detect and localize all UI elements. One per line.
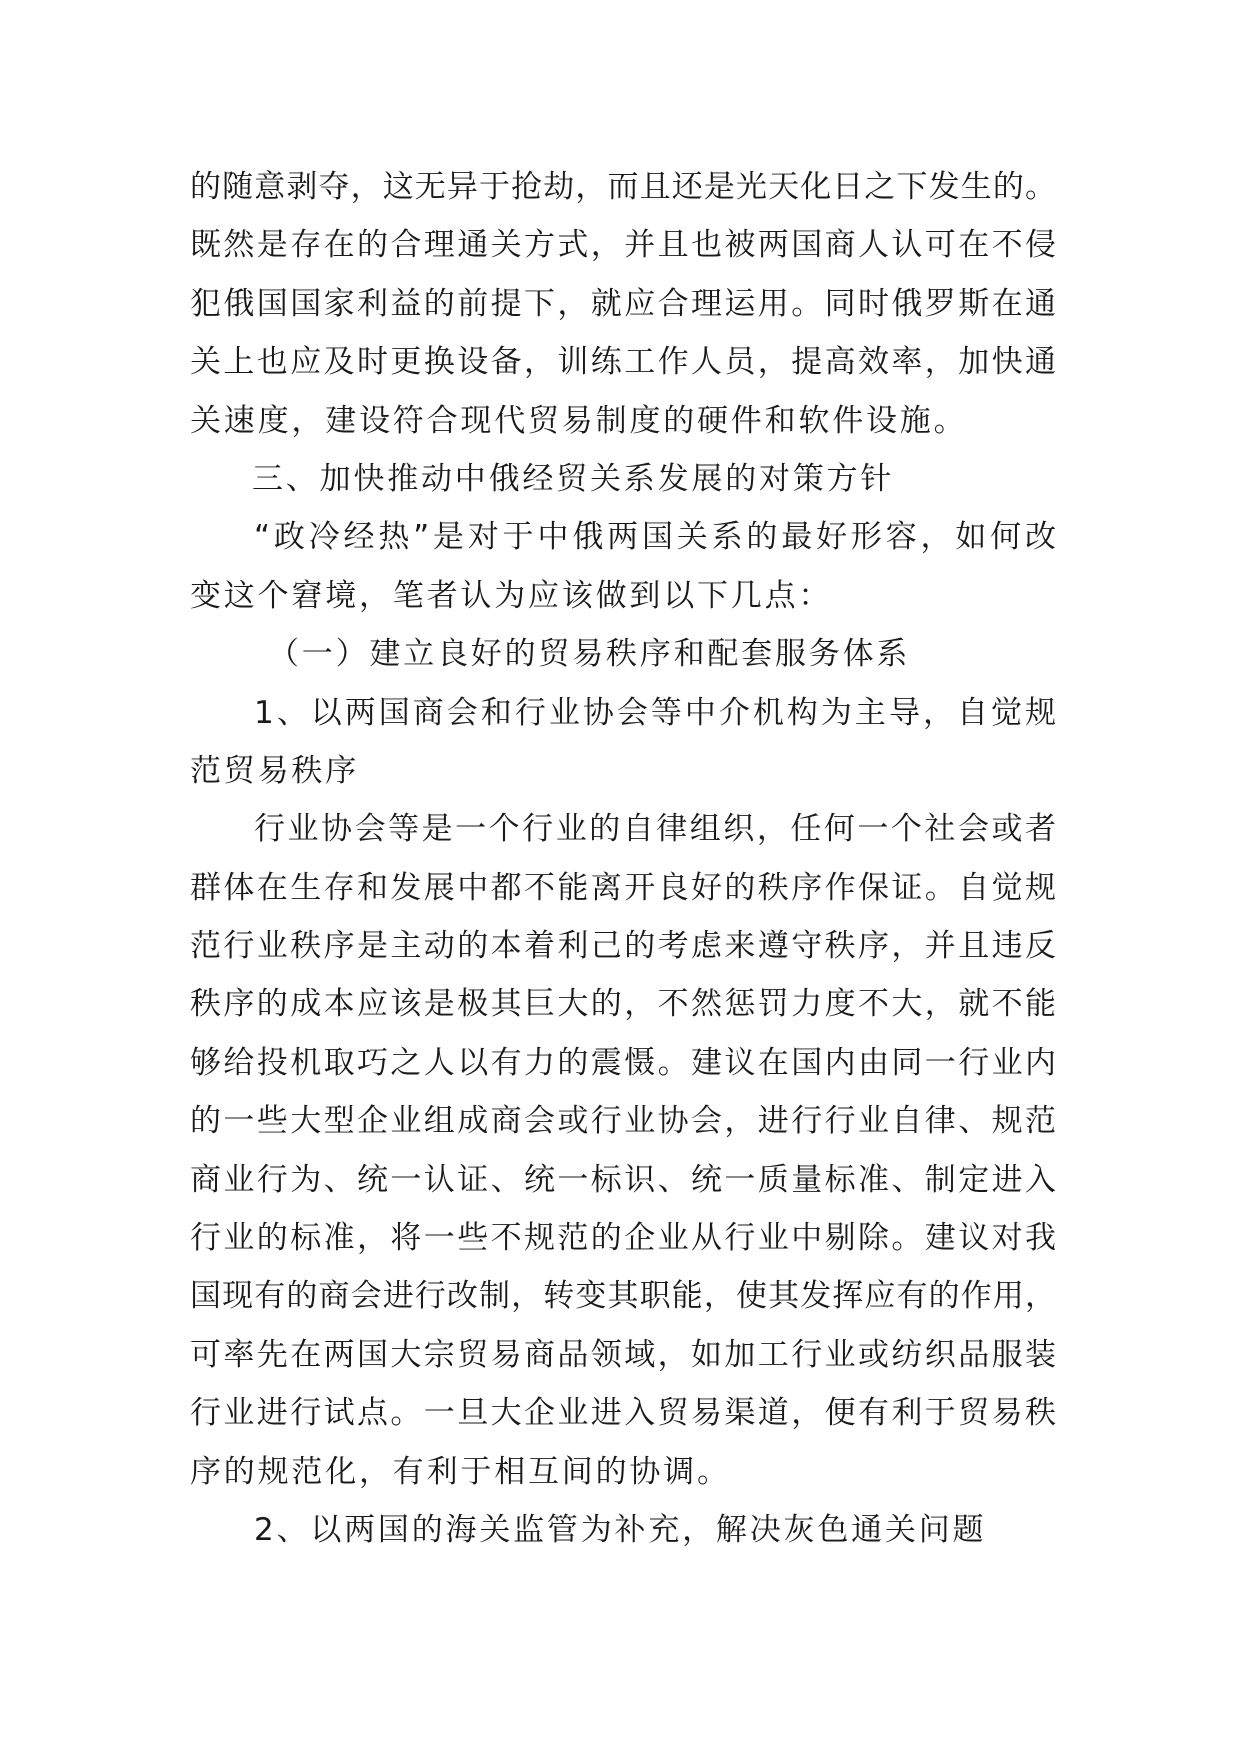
item-heading: 2、以两国的海关监管为补充，解决灰色通关问题 — [254, 1511, 987, 1548]
text-line: 的随意剥夺，这无异于抢劫，而且还是光天化日之下发生的。 — [190, 169, 1056, 205]
text-line: 行业协会等是一个行业的自律组织，任何一个社会或者 — [254, 811, 1056, 848]
text-line: 国现有的商会进行改制，转变其职能，使其发挥应有的作用， — [190, 1278, 1056, 1315]
subsection-heading: （一）建立良好的贸易秩序和配套服务体系 — [268, 636, 911, 673]
text-line: 秩序的成本应该是极其巨大的，不然惩罚力度不大，就不能 — [190, 986, 1056, 1023]
text-line: 群体在生存和发展中都不能离开良好的秩序作保证。自觉规 — [190, 869, 1056, 906]
section-heading: 三、加快推动中俄经贸关系发展的对策方针 — [252, 460, 895, 497]
text-line: 行业进行试点。一旦大企业进入贸易渠道，便有利于贸易秩 — [190, 1395, 1056, 1432]
item-heading: 1、以两国商会和行业协会等中介机构为主导，自觉规 — [254, 694, 1056, 731]
text-line: 商业行为、统一认证、统一标识、统一质量标准、制定进入 — [190, 1161, 1056, 1198]
item-heading-continuation: 范贸易秩序 — [190, 752, 359, 789]
text-line: 序的规范化，有利于相互间的协调。 — [190, 1453, 731, 1490]
text-line: 可率先在两国大宗贸易商品领域，如加工行业或纺织品服装 — [190, 1336, 1056, 1373]
text-line: 范行业秩序是主动的本着利己的考虑来遵守秩序，并且违反 — [190, 928, 1056, 965]
text-line: “政冷经热”是对于中俄两国关系的最好形容，如何改 — [254, 519, 1056, 556]
text-line: 关速度，建设符合现代贸易制度的硬件和软件设施。 — [190, 402, 968, 439]
text-line: 的一些大型企业组成商会或行业协会，进行行业自律、规范 — [190, 1103, 1056, 1140]
document-page — [190, 158, 1056, 1559]
text-line: 变这个窘境，笔者认为应该做到以下几点： — [190, 577, 833, 614]
text-line: 行业的标准，将一些不规范的企业从行业中剔除。建议对我 — [190, 1220, 1056, 1257]
text-line: 关上也应及时更换设备，训练工作人员，提高效率，加快通 — [190, 344, 1056, 381]
text-line: 够给投机取巧之人以有力的震慑。建议在国内由同一行业内 — [190, 1044, 1056, 1081]
text-line: 既然是存在的合理通关方式，并且也被两国商人认可在不侵 — [190, 227, 1056, 264]
text-line: 犯俄国国家利益的前提下，就应合理运用。同时俄罗斯在通 — [190, 285, 1056, 322]
